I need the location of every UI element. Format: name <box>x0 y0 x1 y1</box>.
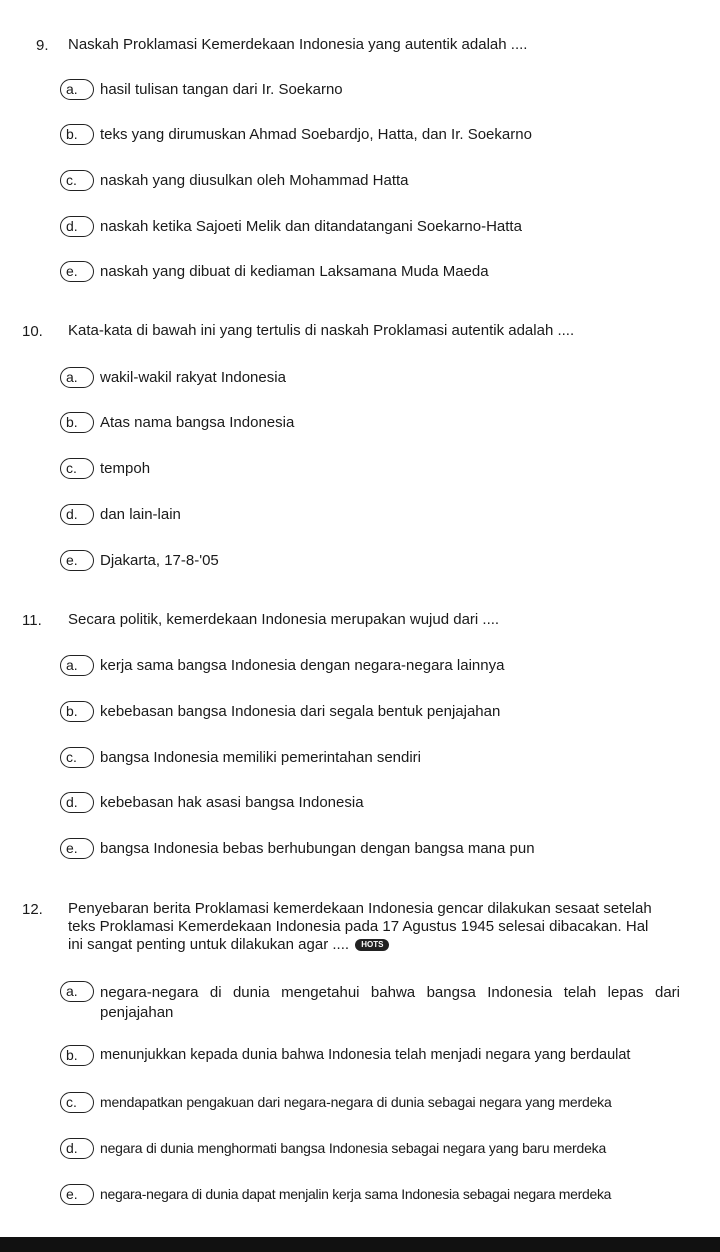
question-number: 9. <box>36 37 49 54</box>
option-9c[interactable] <box>60 170 680 192</box>
option-text: naskah ketika Sajoeti Melik dan ditandatangani Soekarno-Hatta <box>100 218 522 235</box>
question-number: 10. <box>22 323 43 340</box>
option-text: negara di dunia menghormati bangsa Indonesia sebagai negara yang baru merdeka <box>100 1140 607 1156</box>
question-text: Secara politik, kemerdekaan Indonesia merupakan wujud dari .... <box>68 611 500 628</box>
option-10e[interactable] <box>60 550 680 572</box>
option-12d[interactable] <box>60 1138 680 1160</box>
option-text: negara-negara di dunia mengetahui bahwa bangsa Indonesia telah lepas dari penjajahan <box>100 984 680 1021</box>
option-letter: d. <box>60 504 94 525</box>
option-text: dan lain-lain <box>100 506 181 523</box>
option-11e[interactable] <box>60 838 680 860</box>
option-9d[interactable] <box>60 216 680 238</box>
option-text: bangsa Indonesia bebas berhubungan dengan bangsa mana pun <box>100 840 535 857</box>
option-letter: b. <box>60 701 94 722</box>
option-11a[interactable] <box>60 655 680 677</box>
option-text: negara-negara di dunia dapat menjalin kerja sama Indonesia sebagai negara merdeka <box>100 1186 612 1202</box>
option-letter: a. <box>60 367 94 388</box>
option-10c[interactable] <box>60 458 680 480</box>
option-10a[interactable] <box>60 367 680 389</box>
option-text: kebebasan hak asasi bangsa Indonesia <box>100 794 364 811</box>
option-text: naskah yang dibuat di kediaman Laksamana Muda Maeda <box>100 263 489 280</box>
hots-badge: HOTS <box>355 939 389 951</box>
bottom-edge-bar <box>0 1237 720 1252</box>
option-11c[interactable] <box>60 747 680 769</box>
question-text: Naskah Proklamasi Kemerdekaan Indonesia yang autentik adalah .... <box>68 36 528 53</box>
question-text-line: teks Proklamasi Kemerdekaan Indonesia pada 17 Agustus 1945 selesai dibacakan. Hal <box>68 918 649 935</box>
option-11b[interactable] <box>60 701 680 723</box>
option-letter: b. <box>60 412 94 433</box>
option-10d[interactable] <box>60 504 680 526</box>
option-text: Djakarta, 17-8-'05 <box>100 552 219 569</box>
option-letter: e. <box>60 1184 94 1205</box>
option-9e[interactable] <box>60 261 680 283</box>
option-letter: b. <box>60 124 94 145</box>
question-text: Kata-kata di bawah ini yang tertulis di naskah Proklamasi autentik adalah .... <box>68 322 575 339</box>
option-text: teks yang dirumuskan Ahmad Soebardjo, Hatta, dan Ir. Soekarno <box>100 126 532 143</box>
option-letter: c. <box>60 747 94 768</box>
question-number: 12. <box>22 901 43 918</box>
option-text: naskah yang diusulkan oleh Mohammad Hatta <box>100 172 409 189</box>
option-letter: c. <box>60 170 94 191</box>
option-letter: d. <box>60 1138 94 1159</box>
question-text <box>68 900 682 954</box>
option-text: wakil-wakil rakyat Indonesia <box>100 369 286 386</box>
option-text: Atas nama bangsa Indonesia <box>100 414 295 431</box>
option-9b[interactable] <box>60 124 680 146</box>
option-letter: e. <box>60 838 94 859</box>
question-text-line: Penyebaran berita Proklamasi kemerdekaan Indonesia gencar dilakukan sesaat setelah <box>68 900 652 917</box>
option-letter: a. <box>60 981 94 1002</box>
option-text: tempoh <box>100 460 151 477</box>
option-letter: e. <box>60 261 94 282</box>
option-text: mendapatkan pengakuan dari negara-negara di dunia sebagai negara yang merdeka <box>100 1094 612 1110</box>
option-text: bangsa Indonesia memiliki pemerintahan sendiri <box>100 749 422 766</box>
option-letter: c. <box>60 458 94 479</box>
option-letter: b. <box>60 1045 94 1066</box>
question-text-line-last <box>68 936 682 954</box>
option-text: menunjukkan kepada dunia bahwa Indonesia telah menjadi negara yang berdaulat <box>100 1047 631 1063</box>
question-text-line: ini sangat penting untuk dilakukan agar .... <box>68 936 350 953</box>
option-text: kebebasan bangsa Indonesia dari segala bentuk penjajahan <box>100 703 501 720</box>
option-text: hasil tulisan tangan dari Ir. Soekarno <box>100 81 343 98</box>
option-letter: c. <box>60 1092 94 1113</box>
option-letter: e. <box>60 550 94 571</box>
option-10b[interactable] <box>60 412 680 434</box>
option-text: kerja sama bangsa Indonesia dengan negara-negara lainnya <box>100 657 505 674</box>
option-12e[interactable] <box>60 1184 680 1206</box>
option-11d[interactable] <box>60 792 680 814</box>
option-letter: a. <box>60 79 94 100</box>
option-12b[interactable] <box>60 1045 680 1067</box>
option-letter: d. <box>60 792 94 813</box>
option-12c[interactable] <box>60 1092 680 1114</box>
option-letter: d. <box>60 216 94 237</box>
option-9a[interactable] <box>60 79 680 101</box>
option-letter: a. <box>60 655 94 676</box>
option-12a[interactable] <box>60 981 680 1023</box>
question-number: 11. <box>22 612 42 629</box>
